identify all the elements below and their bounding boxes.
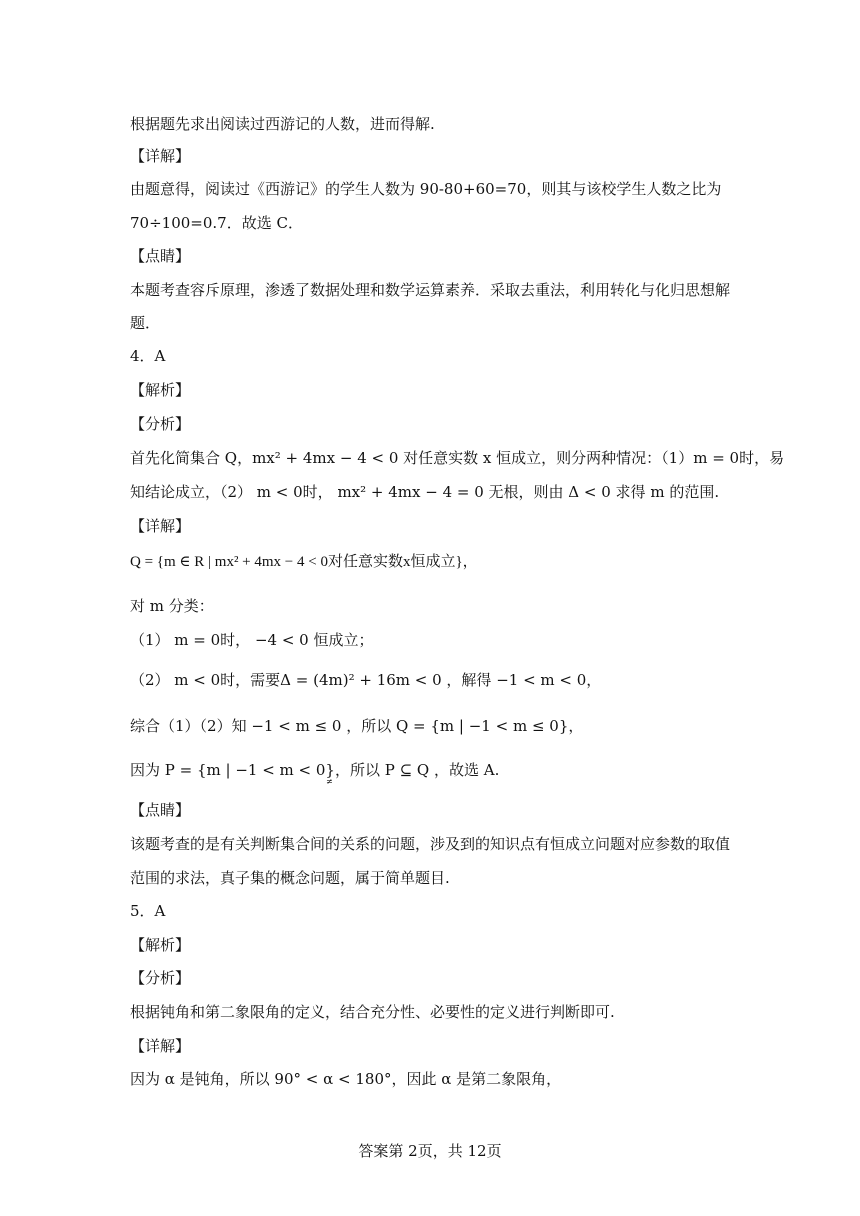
section-heading-breakdown: 【分析】	[130, 969, 191, 987]
question-answer: 4．A	[130, 347, 166, 365]
section-heading-breakdown: 【分析】	[130, 415, 191, 433]
not-equal-mark: ≠	[326, 777, 333, 786]
section-heading-detail: 【详解】	[130, 147, 191, 165]
formula-line: 综合（1）（2）知 −1 < m ≤ 0 ，所以 Q = {m | −1 < m ≤ 0}，	[130, 717, 584, 735]
section-heading-analysis: 【解析】	[130, 936, 191, 954]
formula-text: 因为 P = {m | −1 < m < 0}，所以 P ⊆ Q ，故选 A.	[130, 761, 500, 779]
text-line: （1） m = 0时， −4 < 0 恒成立；	[130, 631, 374, 649]
text-line: 范围的求法，真子集的概念问题，属于简单题目.	[130, 869, 450, 887]
text-line: 70÷100=0.7．故选 C．	[130, 214, 303, 232]
formula-line: Q = {m ∈ R | mx² + 4mx − 4 < 0对任意实数x恒成立}，	[130, 554, 478, 570]
text-line: 首先化简集合 Q，mx² + 4mx − 4 < 0 对任意实数 x 恒成立，则分两种情况：（1）m = 0时，易	[130, 449, 785, 467]
section-heading-comment: 【点睛】	[130, 801, 191, 819]
text-line: 本题考查容斥原理，渗透了数据处理和数学运算素养．采取去重法，利用转化与化归思想解	[130, 281, 731, 299]
text-line: 知结论成立，（2） m < 0时， mx² + 4mx − 4 = 0 无根，则由 Δ < 0 求得 m 的范围.	[130, 483, 720, 501]
section-heading-detail: 【详解】	[130, 517, 191, 535]
section-heading-analysis: 【解析】	[130, 381, 191, 399]
text-line: 因为 α 是钝角，所以 90° < α < 180°，因此 α 是第二象限角，	[130, 1070, 562, 1088]
page-footer: 答案第 2页，共 12页	[358, 1142, 502, 1160]
text-line: 根据题先求出阅读过西游记的人数，进而得解.	[130, 115, 435, 133]
text-line: 由题意得，阅读过《西游记》的学生人数为 90-80+60=70，则其与该校学生人数之比为	[130, 180, 722, 198]
question-answer: 5．A	[130, 902, 166, 920]
text-line: 题．	[130, 314, 161, 332]
section-heading-comment: 【点睛】	[130, 247, 191, 265]
formula-line	[130, 760, 500, 786]
text-line: 对 m 分类：	[130, 597, 214, 615]
text-line: 根据钝角和第二象限角的定义，结合充分性、必要性的定义进行判断即可.	[130, 1003, 615, 1021]
formula-line: （2） m < 0时，需要Δ = (4m)² + 16m < 0 ，解得 −1 < m < 0，	[130, 671, 602, 689]
text-line: 该题考查的是有关判断集合间的关系的问题，涉及到的知识点有恒成立问题对应参数的取值	[130, 835, 731, 853]
section-heading-detail: 【详解】	[130, 1037, 191, 1055]
